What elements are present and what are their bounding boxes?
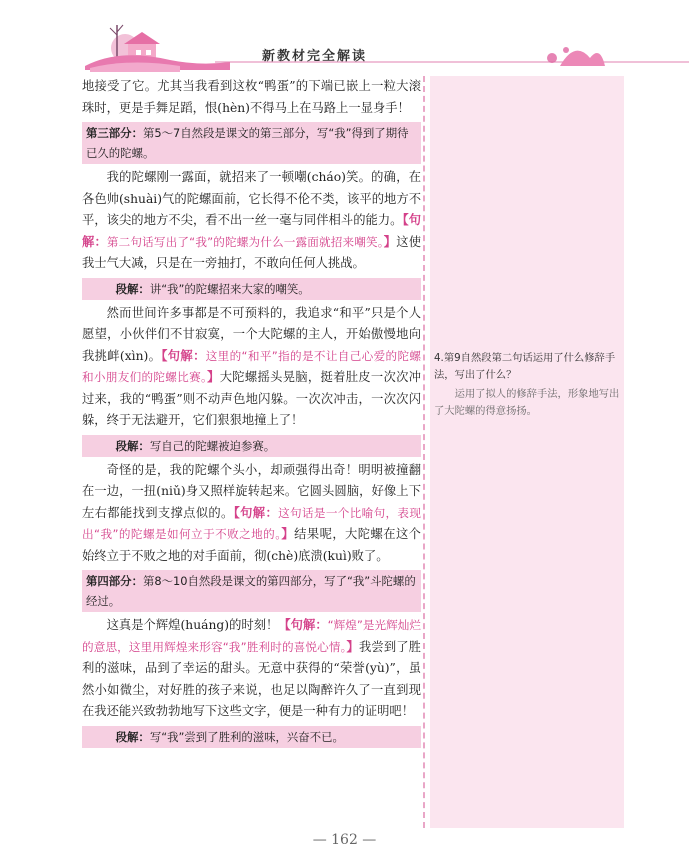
- part-3-text: 第5～7自然段是课文的第三部分，写“我”得到了期待已久的陀螺。: [86, 126, 409, 160]
- p1-annotation-tag: 【句解：: [82, 213, 421, 249]
- p3-text-b: 结果呢，大陀螺在这个始终立于不败之地的对手面前，彻(chè)底溃(kuì)败了。: [82, 527, 421, 563]
- p2-annotation: 这里的“和平”指的是不让自己心爱的陀螺和小朋友们的陀螺比赛。: [82, 348, 422, 384]
- header-title: 新教材完全解读: [262, 49, 368, 64]
- p4-text-b: 我尝到了胜利的滋味，品到了幸运的甜头。无意中获得的“荣誉(yù)”，虽然小如微尘，对好胜的孩子来说，也足以陶醉许久了一直到现在我还能兴致勃勃地写下这些文字，便是一种有力的证明吧！: [82, 639, 421, 718]
- p1-text-b: 这使我士气大减，只是在一旁抽打，不敢向任何人挑战。: [82, 234, 421, 270]
- p1-text-a: 我的陀螺刚一露面，就招来了一顿嘲(cháo)笑。的确，在各色帅(shuài)气的陀螺面前，它长得不伦不类，该平的地方不平，该尖的地方不尖，看不出一丝一毫与同伴相斗的能力。: [82, 170, 421, 227]
- p2-annotation-end: 】: [207, 370, 220, 384]
- part-4-text: 第8～10自然段是课文的第四部分，写了“我”斗陀螺的经过。: [86, 574, 416, 608]
- p4-text-a: 这真是个辉煌(huáng)的时刻！: [106, 618, 279, 632]
- sidebar-answer: 运用了拟人的修辞手法，形象地写出了大陀螺的得意扬扬。: [434, 388, 620, 417]
- sidebar-question-block: [434, 350, 624, 420]
- paragraph-0: 地接受了它。尤其当我看到这枚“鸭蛋”的下端已嵌上一粒大滚珠时，更是手舞足蹈，恨(hèn)不得马上在马路上一显身手！: [82, 79, 421, 115]
- sidebar-question: 4.第9自然段第二句话运用了什么修辞手法，写出了什么？: [434, 352, 616, 381]
- part-4-label: 第四部分：: [86, 574, 143, 588]
- p2-text-a: 然而世间许多事都是不可预料的，我追求“和平”只是个人愿望，小伙伴们不甘寂寞，一个大陀螺的主人，开始傲慢地向我挑衅(xìn)。: [82, 305, 421, 363]
- page-header: [0, 0, 689, 75]
- summary-3: [82, 726, 421, 748]
- p3-text-a: 奇怪的是，我的陀螺个头小，却顽强得出奇！明明被撞翻在一边，一扭(niǔ)身又照样旋转起来。它圆头圆脑，好像上下左右都能找到支撑点似的。: [82, 462, 421, 520]
- paragraph-3: [82, 460, 421, 568]
- summary-1-text: 讲“我”的陀螺招来大家的嘲笑。: [149, 281, 310, 296]
- p4-annotation-tag: 【句解：: [278, 618, 328, 632]
- summary-1: [82, 278, 421, 300]
- summary-3-label: 段解：: [115, 729, 150, 744]
- p3-annotation-end: 】: [281, 527, 295, 541]
- paragraph-4: [82, 615, 421, 723]
- p4-annotation: “辉煌”是光辉灿烂的意思，这里用辉煌来形容“我”胜利时的喜悦心情。: [82, 618, 421, 654]
- p1-annotation-end: 】: [383, 234, 397, 249]
- paragraph-2: [82, 303, 421, 432]
- notes-sidebar: [430, 76, 624, 828]
- part-3-label: 第三部分：: [86, 126, 143, 140]
- main-text-column: [82, 76, 421, 751]
- part-4-box: [82, 570, 421, 612]
- p3-annotation-tag: 【句解：: [233, 505, 279, 520]
- summary-3-text: 写“我”尝到了胜利的滋味，兴奋不已。: [149, 729, 344, 744]
- page-number: — 162 —: [312, 832, 377, 848]
- p2-text-b: 大陀螺摇头晃脑，挺着肚皮一次次冲过来，我的“鸭蛋”则不动声色地闪躲。一次次冲击，一次次闪躲，终于无法避开，它们狠狠地撞上了！: [82, 370, 421, 427]
- summary-2-label: 段解：: [115, 438, 150, 453]
- column-divider: [423, 76, 425, 828]
- summary-2-text: 写自己的陀螺被迫参赛。: [149, 438, 276, 453]
- p3-annotation: 这句话是一个比喻句，表现出“我”的陀螺是如何立于不败之地的。: [82, 505, 421, 541]
- p4-annotation-end: 】: [346, 639, 359, 654]
- summary-1-label: 段解：: [115, 281, 150, 296]
- part-3-box: [82, 122, 421, 164]
- p1-annotation: 第二句话写出了“我”的陀螺为什么一露面就招来嘲笑。: [106, 234, 384, 249]
- summary-2: [82, 435, 421, 457]
- paragraph-1: [82, 167, 421, 275]
- p2-annotation-tag: 【句解：: [161, 348, 206, 363]
